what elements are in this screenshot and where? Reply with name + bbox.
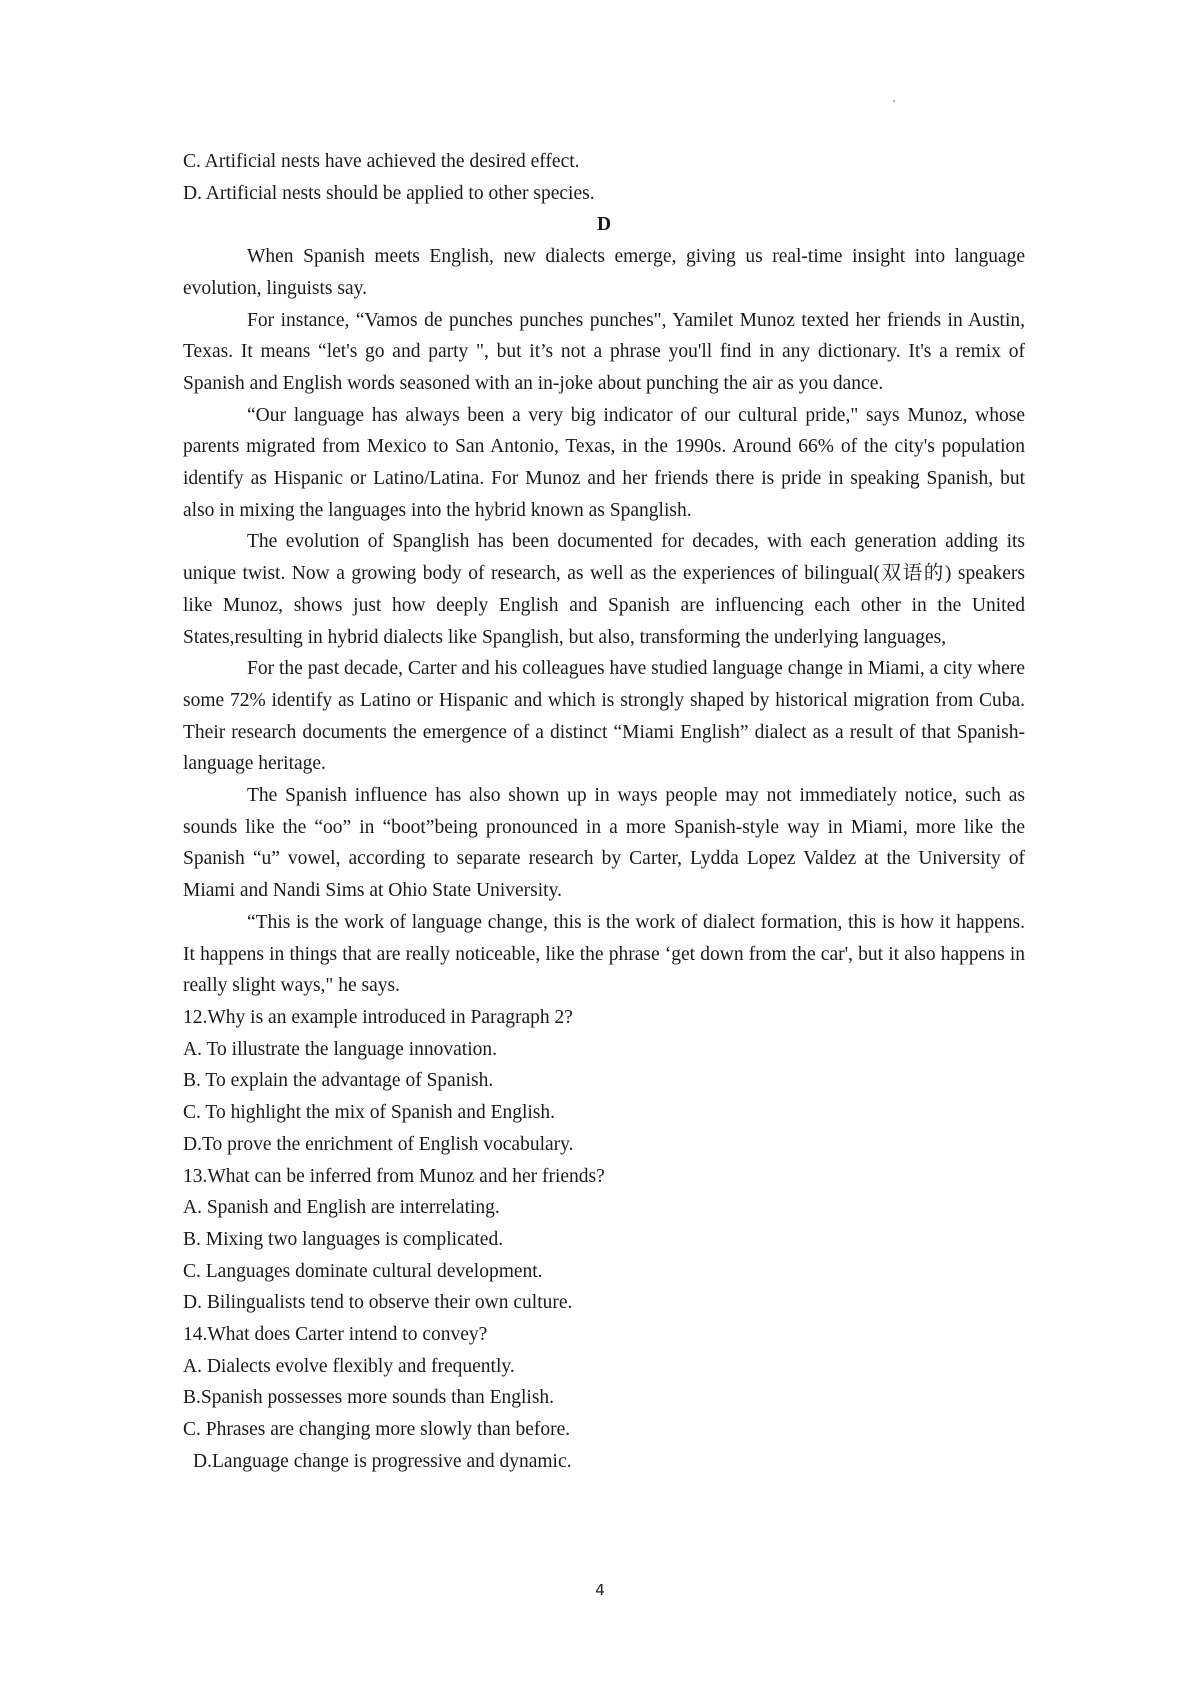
question-stem: 14.What does Carter intend to convey? (183, 1324, 488, 1346)
scan-speck (893, 100, 895, 102)
passage-paragraph: The Spanish influence has also shown up in ways people may not immediately notice, such as sounds like the “oo” in “boot”being pronounced in a more Spanish-style way in Miami, more like the Spanish “u” vowel, according to separate research by Carter, Lydda Lopez Valdez at the University of Miami and Nandi Sims at Ohio State University. (183, 785, 1025, 902)
answer-option: B. Mixing two languages is complicated. (183, 1228, 504, 1250)
section-heading: D (596, 214, 612, 236)
previous-question-option: C. Artificial nests have achieved the desired effect. (183, 151, 580, 172)
passage-paragraph: For instance, “Vamos de punches punches punches", Yamilet Munoz texted her friends in Austin, Texas. It means “let's go and party ", but it’s not a phrase you'll find in any dictionary. It's a remix of Spanish and English words seasoned with an in-joke about punching the air as you dance. (183, 309, 1025, 394)
answer-option: A. Spanish and English are interrelating. (183, 1197, 500, 1219)
answer-option: D.Language change is progressive and dynamic. (193, 1450, 572, 1472)
answer-option: C. Phrases are changing more slowly than before. (183, 1419, 571, 1441)
answer-option: D. Bilingualists tend to observe their own culture. (183, 1292, 573, 1314)
answer-option: C. Languages dominate cultural development. (183, 1260, 543, 1282)
answer-option: C. To highlight the mix of Spanish and English. (183, 1102, 556, 1124)
answer-option: B.Spanish possesses more sounds than English. (183, 1387, 555, 1409)
page-number: 4 (595, 1581, 605, 1599)
passage-paragraph: For the past decade, Carter and his colleagues have studied language change in Miami, a city where some 72% identify as Latino or Hispanic and which is strongly shaped by historical migration from Cuba. Their research documents the emergence of a distinct “Miami English” dialect as a result of that Spanish-language heritage. (183, 658, 1025, 775)
question-stem: 13.What can be inferred from Munoz and her friends? (183, 1165, 605, 1187)
answer-option: B. To explain the advantage of Spanish. (183, 1070, 494, 1092)
answer-option: A. Dialects evolve flexibly and frequently. (183, 1355, 515, 1377)
question-12 (183, 1002, 1025, 1161)
passage-paragraph: “This is the work of language change, this is the work of dialect formation, this is how it happens. It happens in things that are really noticeable, like the phrase ‘get down from the car', but it also happens in really slight ways," he says. (183, 911, 1025, 997)
passage-paragraph: When Spanish meets English, new dialects emerge, giving us real-time insight into language evolution, linguists say. (183, 246, 1025, 299)
passage-paragraph: “Our language has always been a very big indicator of our cultural pride," says Munoz, whose parents migrated from Mexico to San Antonio, Texas, in the 1990s. Around 66% of the city's population identify as Hispanic or Latino/Latina. For Munoz and her friends there is pride in speaking Spanish, but also in mixing the languages into the hybrid known as Spanglish. (183, 404, 1025, 521)
question-13 (183, 1161, 1025, 1320)
question-14 (183, 1319, 1025, 1478)
answer-option: D.To prove the enrichment of English vocabulary. (183, 1133, 574, 1155)
answer-option: A. To illustrate the language innovation. (183, 1038, 497, 1060)
passage-paragraph: The evolution of Spanglish has been documented for decades, with each generation adding its unique twist. Now a growing body of research, as well as the experiences of bilingual(双语的) speakers like Munoz, shows just how deeply English and Spanish are influencing each other in the United States,resulting in hybrid dialects like Spanglish, but also, transforming the underlying languages, (183, 531, 1025, 648)
previous-question-option: D. Artificial nests should be applied to other species. (183, 182, 595, 204)
page-content (183, 146, 1025, 1478)
question-stem: 12.Why is an example introduced in Paragraph 2? (183, 1006, 573, 1028)
